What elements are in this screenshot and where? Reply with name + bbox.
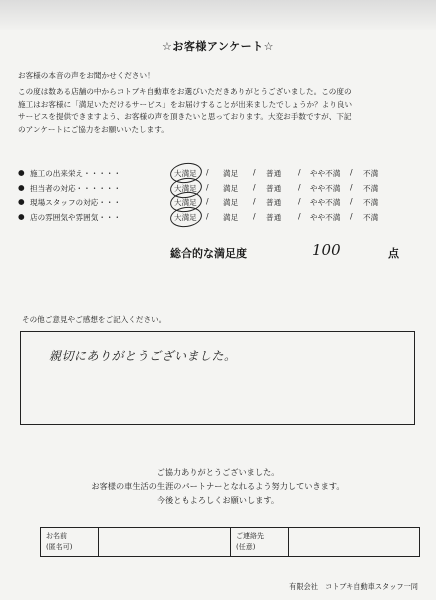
option-separator: / — [206, 182, 209, 192]
name-label: お名前 — [46, 532, 67, 540]
rating-option[interactable]: 満足 — [223, 198, 239, 208]
thanks-line: ご協力ありがとうございました。 — [156, 467, 280, 477]
rating-option[interactable]: 満足 — [223, 212, 239, 222]
name-note: (匿名可) — [46, 543, 73, 551]
rating-option[interactable]: 不満 — [363, 169, 379, 178]
option-separator: / — [298, 211, 301, 221]
form-title: ☆お客様アンケート☆ — [161, 40, 275, 53]
rating-label: 店の雰囲気や雰囲気・・・ — [30, 212, 122, 222]
rating-row — [18, 168, 422, 183]
option-separator: / — [253, 168, 256, 177]
rating-option[interactable]: 大満足 — [174, 169, 197, 178]
total-satisfaction-label: 総合的な満足度 — [170, 247, 247, 260]
rating-option[interactable]: 大満足 — [174, 212, 197, 222]
option-separator: / — [298, 182, 301, 192]
greeting-text: お客様の本音の声をお聞かせください！ — [18, 71, 155, 80]
rating-option[interactable]: 満足 — [223, 183, 239, 193]
contact-table — [40, 527, 420, 557]
comment-box[interactable] — [20, 331, 415, 425]
rating-row — [18, 212, 422, 227]
thanks-message — [0, 465, 436, 507]
rating-label: 担当者の対応・・・・・・ — [30, 183, 122, 193]
rating-section — [18, 168, 422, 226]
intro-line: のアンケートにご協力をお願いいたします。 — [18, 124, 169, 134]
option-separator: / — [350, 168, 353, 177]
thanks-line: 今後ともよろしくお願いします。 — [156, 495, 280, 505]
bullet-icon: ● — [18, 211, 25, 221]
rating-option[interactable]: 大満足 — [174, 198, 197, 208]
option-separator: / — [298, 197, 301, 207]
option-separator: / — [298, 168, 301, 177]
option-separator: / — [350, 211, 353, 221]
rating-option[interactable]: やや不満 — [310, 198, 341, 208]
rating-option[interactable]: やや不満 — [310, 183, 341, 193]
rating-option[interactable]: 不満 — [363, 212, 379, 222]
rating-option[interactable]: 普通 — [266, 212, 282, 222]
option-separator: / — [253, 197, 256, 207]
name-field[interactable] — [99, 528, 231, 556]
thanks-line: お客様の車生活の生涯のパートナーとなれるよう努力していきます。 — [91, 481, 345, 491]
rating-option[interactable]: 大満足 — [174, 183, 197, 193]
bullet-icon: ● — [18, 182, 25, 192]
intro-line: 施工はお客様に「満足いただけるサービス」をお届けすることが出来ましたでしょうか？より良い — [18, 99, 353, 109]
option-separator: / — [206, 168, 209, 177]
contact-field[interactable] — [289, 528, 419, 556]
rating-option[interactable]: 普通 — [266, 169, 282, 178]
option-separator: / — [206, 211, 209, 221]
rating-option[interactable]: やや不満 — [310, 212, 341, 222]
intro-line: この度は数ある店舗の中からコトブキ自動車をお選びいただきありがとうございました。この度の — [18, 87, 352, 96]
option-separator: / — [350, 182, 353, 192]
footer-signature: 有限会社 コトブキ自動車スタッフ一同 — [289, 582, 418, 591]
rating-option[interactable]: 普通 — [266, 183, 282, 193]
rating-label: 現場スタッフの対応・・・ — [30, 198, 122, 208]
name-label-cell — [41, 528, 99, 556]
option-separator: / — [253, 182, 256, 192]
rating-option[interactable]: 不満 — [363, 183, 379, 193]
total-satisfaction-value[interactable]: 100 — [312, 241, 341, 259]
contact-label-cell — [231, 528, 289, 556]
bullet-icon: ● — [18, 168, 25, 177]
rating-option[interactable]: 満足 — [223, 169, 239, 178]
rating-row — [18, 183, 422, 198]
rating-option[interactable]: やや不満 — [310, 169, 341, 178]
comment-handwriting: 親切にありがとうございました。 — [49, 349, 237, 363]
option-separator: / — [253, 211, 256, 221]
rating-row — [18, 197, 422, 212]
option-separator: / — [206, 197, 209, 207]
comment-label: その他ご意見やご感想をご記入ください。 — [22, 315, 167, 324]
rating-label: 施工の出来栄え・・・・・ — [30, 169, 122, 178]
contact-label: ご連絡先 — [236, 532, 264, 540]
option-separator: / — [350, 197, 353, 207]
rating-option[interactable]: 不満 — [363, 198, 379, 208]
intro-line: サービスを提供できますよう、お客様の声を頂きたいと思っております。大変お手数ですが、下記 — [18, 112, 352, 122]
total-satisfaction-unit: 点 — [388, 247, 399, 260]
intro-paragraph — [18, 86, 422, 136]
contact-note: (任意) — [236, 543, 256, 551]
scan-shadow — [0, 0, 436, 30]
bullet-icon: ● — [18, 197, 25, 207]
rating-option[interactable]: 普通 — [266, 198, 282, 208]
